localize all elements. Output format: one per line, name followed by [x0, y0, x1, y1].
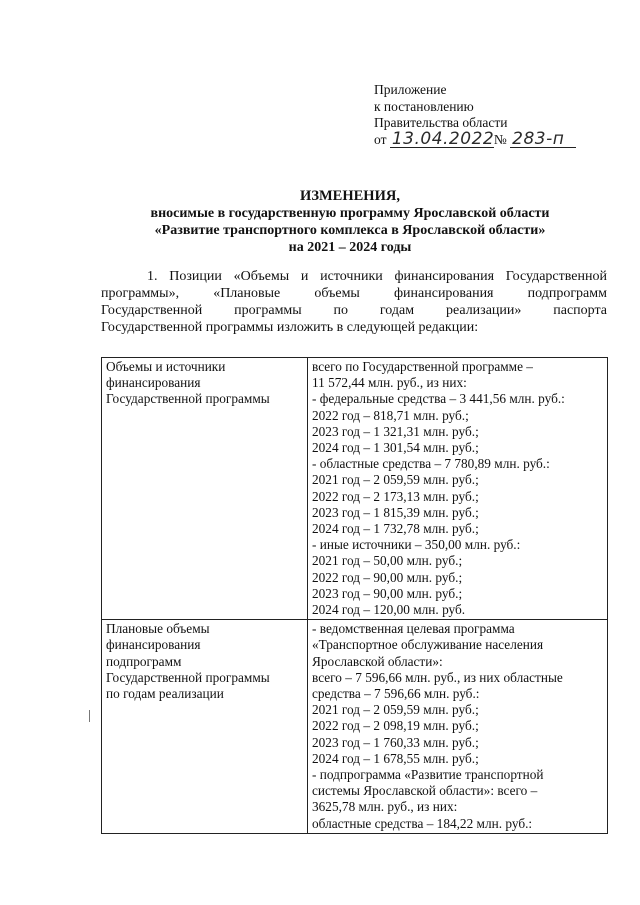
subprograms-label-line: Государственной программы: [106, 669, 270, 685]
title-line-1: ИЗМЕНЕНИЯ,: [300, 188, 400, 204]
intro-line-2: программы», «Плановые объемы финансирования подпрограмм: [101, 286, 607, 301]
subprograms-value-cell: [308, 620, 608, 834]
funding-value-line: всего по Государственной программе –: [312, 359, 533, 374]
number-label: №: [493, 131, 507, 147]
subprograms-value-line: 3625,78 млн. руб., из них:: [312, 799, 458, 815]
subprograms-value-line: - подпрограмма «Развитие транспортной: [312, 767, 544, 783]
subprograms-value-line: средства – 7 596,66 млн. руб.:: [312, 686, 480, 702]
title-line-2: вносимые в государственную программу Ярославской области: [150, 206, 550, 221]
subprograms-label-line: подпрограмм: [106, 653, 182, 669]
funding-value-line: 2022 год – 2 173,13 млн. руб.;: [312, 488, 479, 504]
funding-value-cell: [308, 358, 608, 620]
table-row-funding: [102, 358, 608, 620]
intro-line-3: Государственной программы по годам реализации» паспорта: [101, 303, 607, 318]
funding-label-line: финансирования: [106, 375, 201, 391]
funding-value-line: 11 572,44 млн. руб., из них:: [312, 375, 467, 391]
subprograms-value-line: областные средства – 184,22 млн. руб.:: [312, 815, 533, 831]
funding-value-line: 2023 год – 1 321,31 млн. руб.;: [312, 423, 479, 439]
subprograms-value-line: системы Ярославской области»: всего –: [312, 783, 538, 799]
funding-value-line: 2024 год – 1 732,78 млн. руб.;: [312, 521, 479, 537]
appendix-date-line: [374, 128, 576, 149]
subprograms-value-line: Ярославской области»:: [312, 653, 443, 669]
title-line-3: «Развитие транспортного комплекса в Ярославской области»: [154, 223, 546, 238]
intro-line-4: Государственной программы изложить в следующей редакции:: [101, 320, 479, 335]
funding-label-line: Государственной программы: [106, 391, 270, 407]
subprograms-label-line: по годам реализации: [106, 686, 224, 702]
funding-label-line: Объемы и источники: [106, 359, 226, 374]
appendix-line-3: Правительства области: [374, 115, 508, 130]
funding-value-line: 2024 год – 1 301,54 млн. руб.;: [312, 440, 479, 456]
appendix-line-1: Приложение: [374, 82, 447, 97]
passport-table: [101, 357, 608, 834]
funding-value-line: 2022 год – 818,71 млн. руб.;: [312, 407, 469, 423]
from-label: от: [374, 131, 387, 147]
funding-value-line: - областные средства – 7 780,89 млн. руб.:: [312, 456, 550, 472]
subprograms-value-line: 2021 год – 2 059,59 млн. руб.;: [312, 702, 479, 718]
subprograms-value-line: 2022 год – 2 098,19 млн. руб.;: [312, 718, 479, 734]
subprograms-label-cell: [102, 620, 308, 834]
funding-value-line: 2021 год – 2 059,59 млн. руб.;: [312, 472, 479, 488]
funding-value-line: - иные источники – 350,00 млн. руб.:: [312, 537, 521, 553]
title-line-4: на 2021 – 2024 годы: [288, 240, 412, 255]
intro-line-1: 1. Позиции «Объемы и источники финансирования Государственной: [147, 269, 607, 284]
funding-value-line: 2022 год – 90,00 млн. руб.;: [312, 569, 463, 585]
funding-value-line: - федеральные средства – 3 441,56 млн. руб.:: [312, 391, 565, 407]
intro-paragraph: [101, 268, 607, 336]
handwritten-number: 283-п: [510, 132, 576, 148]
subprograms-value-line: - ведомственная целевая программа: [312, 621, 515, 637]
margin-mark: [89, 710, 90, 722]
document-title: [80, 188, 620, 256]
appendix-header: [374, 82, 576, 148]
handwritten-date: 13.04.2022: [391, 128, 495, 149]
funding-value-line: 2024 год – 120,00 млн. руб.: [312, 602, 466, 618]
funding-label-cell: [102, 358, 308, 620]
subprograms-value-line: 2023 год – 1 760,33 млн. руб.;: [312, 734, 479, 750]
subprograms-value-line: 2024 год – 1 678,55 млн. руб.;: [312, 750, 479, 766]
table-row-subprograms: [102, 620, 608, 834]
subprograms-value-line: всего – 7 596,66 млн. руб., из них областные: [312, 669, 563, 685]
subprograms-label-line: финансирования: [106, 637, 201, 653]
funding-value-line: 2023 год – 90,00 млн. руб.;: [312, 585, 463, 601]
appendix-line-2: к постановлению: [374, 98, 474, 114]
subprograms-label-line: Плановые объемы: [106, 621, 210, 637]
subprograms-value-line: «Транспортное обслуживание населения: [312, 637, 544, 653]
funding-value-line: 2023 год – 1 815,39 млн. руб.;: [312, 504, 479, 520]
funding-value-line: 2021 год – 50,00 млн. руб.;: [312, 553, 463, 569]
